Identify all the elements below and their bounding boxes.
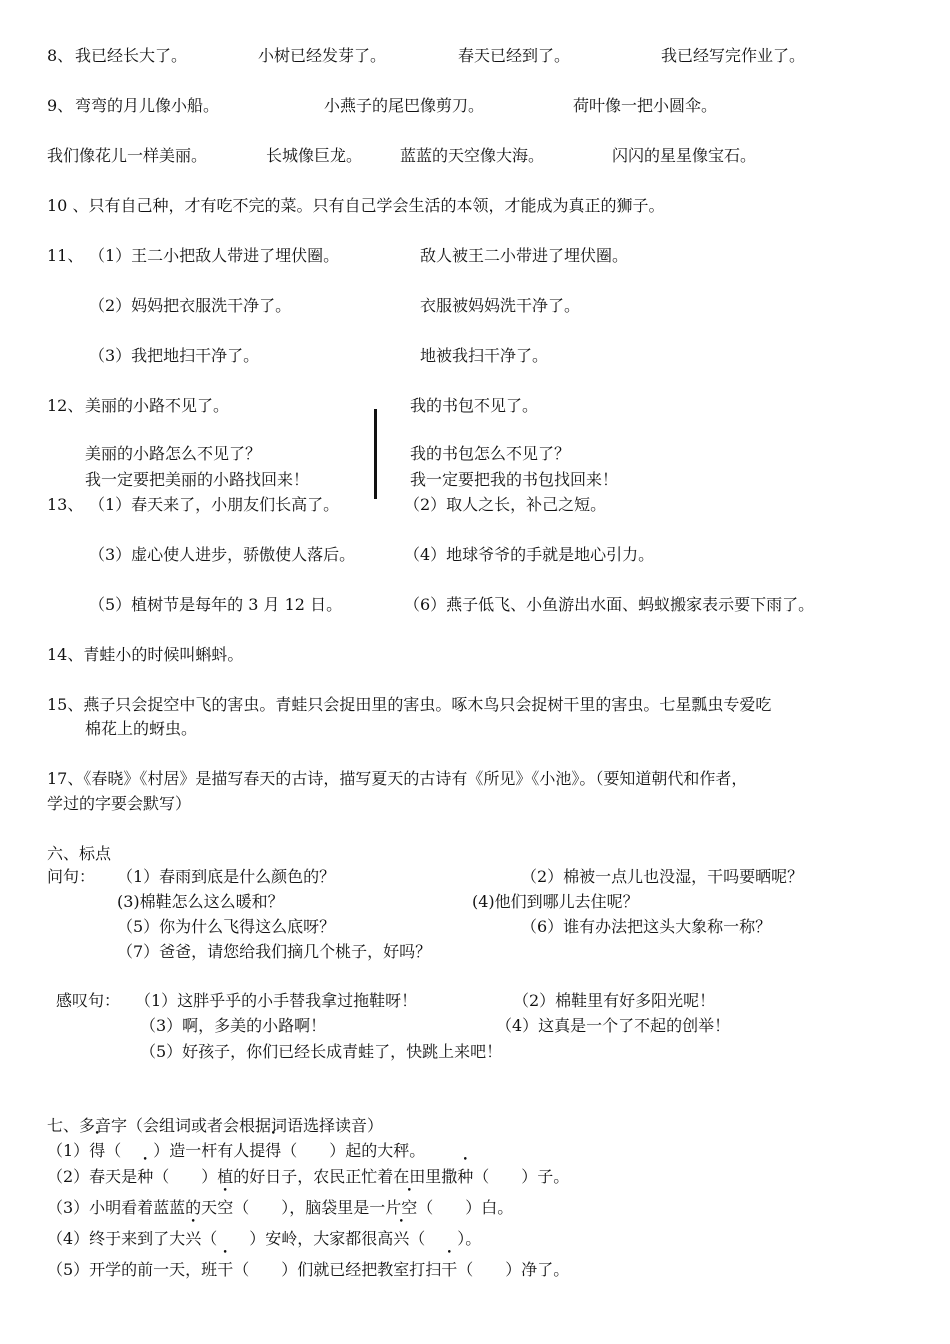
polyphone-5-prefix: （5）开学的前一天，班 (47, 1260, 218, 1279)
item-12-number: 12、 (47, 396, 84, 415)
item-13-sentence-2: （2）取人之长，补己之短。 (404, 495, 607, 514)
item-9-sentence-b: 小燕子的尾巴像剪刀。 (324, 96, 485, 115)
item-8-sentence-b: 小树已经发芽了。 (258, 46, 387, 65)
item-9-sentence-f: 蓝蓝的天空像大海。 (400, 146, 545, 165)
question-4: (4)他们到哪儿去住呢？ (472, 892, 639, 911)
polyphone-3-middle: （ ），脑袋里是一片 (233, 1198, 402, 1217)
item-13-sentence-3: （3）虚心使人进步，骄傲使人落后。 (89, 545, 356, 564)
polyphone-1-middle: （ ）造一杆有人提 (105, 1141, 266, 1160)
item-11-row2-passive: 衣服被妈妈洗干净了。 (420, 296, 581, 315)
polyphone-1-suffix: （ ）起的大秤。 (281, 1141, 426, 1160)
polyphone-line-4 (47, 1228, 481, 1250)
item-12-left-line2: 美丽的小路怎么不见了？ (85, 444, 262, 463)
item-11-row1-passive: 敌人被王二小带进了埋伏圈。 (420, 246, 629, 265)
polyphone-4-middle: （ ）安岭，大家都很高 (201, 1229, 394, 1248)
exclamation-3: （3）啊，多美的小路啊！ (140, 1016, 327, 1035)
polyphone-5-middle: （ ）们就已经把教室打扫 (233, 1260, 442, 1279)
item-13-sentence-5: （5）植树节是每年的 3 月 12 日。 (89, 595, 343, 614)
polyphone-2-middle: （ ）植的好日子，农民正忙着在田里撒 (153, 1167, 458, 1186)
polyphone-3-suffix: （ ）白。 (417, 1198, 514, 1217)
polyphone-line-1 (47, 1140, 425, 1162)
item-15-line1: 15、燕子只会捉空中飞的害虫。青蛙只会捉田里的害虫。啄木鸟只会捉树干里的害虫。七星瓢虫专爱吃 (47, 695, 772, 714)
item-9-sentence-d: 我们像花儿一样美丽。 (47, 146, 208, 165)
question-1: （1）春雨到底是什么颜色的？ (117, 867, 336, 886)
polyphone-4-prefix: （4）终于来到了大 (47, 1229, 186, 1248)
item-8-number: 8、 (47, 46, 74, 65)
item-12-right-line1: 我的书包不见了。 (410, 396, 539, 415)
question-7: （7）爸爸，请您给我们摘几个桃子，好吗？ (117, 942, 432, 961)
exclamation-2: （2）棉鞋里有好多阳光呢！ (513, 991, 716, 1010)
polyphone-line-2 (47, 1166, 569, 1188)
item-11-row3-passive: 地被我扫干净了。 (420, 346, 549, 365)
item-11-number: 11、 (47, 246, 84, 265)
polyphone-5-suffix: （ ）净了。 (457, 1260, 570, 1279)
question-3: (3)棉鞋怎么这么暖和？ (117, 892, 284, 911)
item-15-line2: 棉花上的蚜虫。 (85, 719, 198, 738)
item-11-row2-active: （2）妈妈把衣服洗干净了。 (89, 296, 292, 315)
item-8-sentence-d: 我已经写完作业了。 (661, 46, 806, 65)
polyphone-2-char-a: 种 (137, 1167, 154, 1186)
question-label: 问句： (47, 867, 96, 886)
item-12-left-line1: 美丽的小路不见了。 (85, 396, 230, 415)
polyphone-2-char-b: 种 (457, 1167, 474, 1186)
question-6: （6）谁有办法把这头大象称一称？ (521, 917, 772, 936)
item-8-sentence-a: 我已经长大了。 (75, 46, 188, 65)
polyphone-3-prefix: （3）小明看着蓝蓝的天 (47, 1198, 218, 1217)
polyphone-3-char-a: 空 (217, 1198, 234, 1217)
polyphone-2-suffix: （ ）子。 (473, 1167, 570, 1186)
exclamation-1: （1）这胖乎乎的小手替我拿过拖鞋呀！ (135, 991, 418, 1010)
question-5: （5）你为什么飞得这么底呀？ (117, 917, 336, 936)
item-12-left-line3: 我一定要把美丽的小路找回来！ (85, 470, 310, 489)
section-7-title: 七、多音字（会组词或者会根据词语选择读音） (47, 1116, 384, 1135)
item-12-right-line3: 我一定要把我的书包找回来！ (410, 470, 619, 489)
polyphone-4-char-a: 兴 (185, 1229, 202, 1248)
item-12-divider (374, 409, 377, 499)
item-13-number: 13、 (47, 495, 84, 514)
question-2: （2）棉被一点儿也没湿，干吗要晒呢？ (521, 867, 804, 886)
item-9-sentence-e: 长城像巨龙。 (266, 146, 363, 165)
exclamation-5: （5）好孩子，你们已经长成青蛙了，快跳上来吧！ (140, 1042, 503, 1061)
polyphone-line-5 (47, 1259, 569, 1281)
polyphone-5-char-b: 干 (441, 1260, 458, 1279)
exclamation-label: 感叹句： (56, 991, 121, 1010)
item-12-right-line2: 我的书包怎么不见了？ (410, 444, 571, 463)
polyphone-1-char-b: 得 (265, 1141, 282, 1160)
polyphone-1-char-a: 得 (89, 1141, 106, 1160)
item-17-line1: 17、《春晓》《村居》是描写春天的古诗，描写夏天的古诗有《所见》《小池》。（要知道朝代和作者， (47, 769, 748, 788)
polyphone-4-suffix: （ ）。 (409, 1229, 482, 1248)
item-9-sentence-c: 荷叶像一把小圆伞。 (573, 96, 718, 115)
item-10-text: 10 、只有自己种，才有吃不完的菜。只有自己学会生活的本领，才能成为真正的狮子。 (47, 196, 665, 215)
polyphone-5-char-a: 干 (217, 1260, 234, 1279)
item-14-text: 14、青蛙小的时候叫蝌蚪。 (47, 645, 244, 664)
item-11-row1-active: （1）王二小把敌人带进了埋伏圈。 (89, 246, 340, 265)
section-6-title: 六、标点 (47, 844, 112, 863)
item-13-sentence-6: （6）燕子低飞、小鱼游出水面、蚂蚁搬家表示要下雨了。 (404, 595, 815, 614)
item-8-sentence-c: 春天已经到了。 (458, 46, 571, 65)
item-13-sentence-1: （1）春天来了，小朋友们长高了。 (89, 495, 340, 514)
polyphone-line-3 (47, 1197, 513, 1219)
item-9-sentence-a: 弯弯的月儿像小船。 (75, 96, 220, 115)
item-17-line2: 学过的字要会默写） (47, 794, 192, 813)
item-9-sentence-g: 闪闪的星星像宝石。 (612, 146, 757, 165)
item-9-number: 9、 (47, 96, 74, 115)
polyphone-2-prefix: （2）春天是 (47, 1167, 138, 1186)
polyphone-1-prefix: （1） (47, 1141, 90, 1160)
exclamation-4: （4）这真是一个了不起的创举！ (496, 1016, 731, 1035)
item-11-row3-active: （3）我把地扫干净了。 (89, 346, 260, 365)
item-13-sentence-4: （4）地球爷爷的手就是地心引力。 (404, 545, 655, 564)
polyphone-4-char-b: 兴 (393, 1229, 410, 1248)
polyphone-3-char-b: 空 (401, 1198, 418, 1217)
